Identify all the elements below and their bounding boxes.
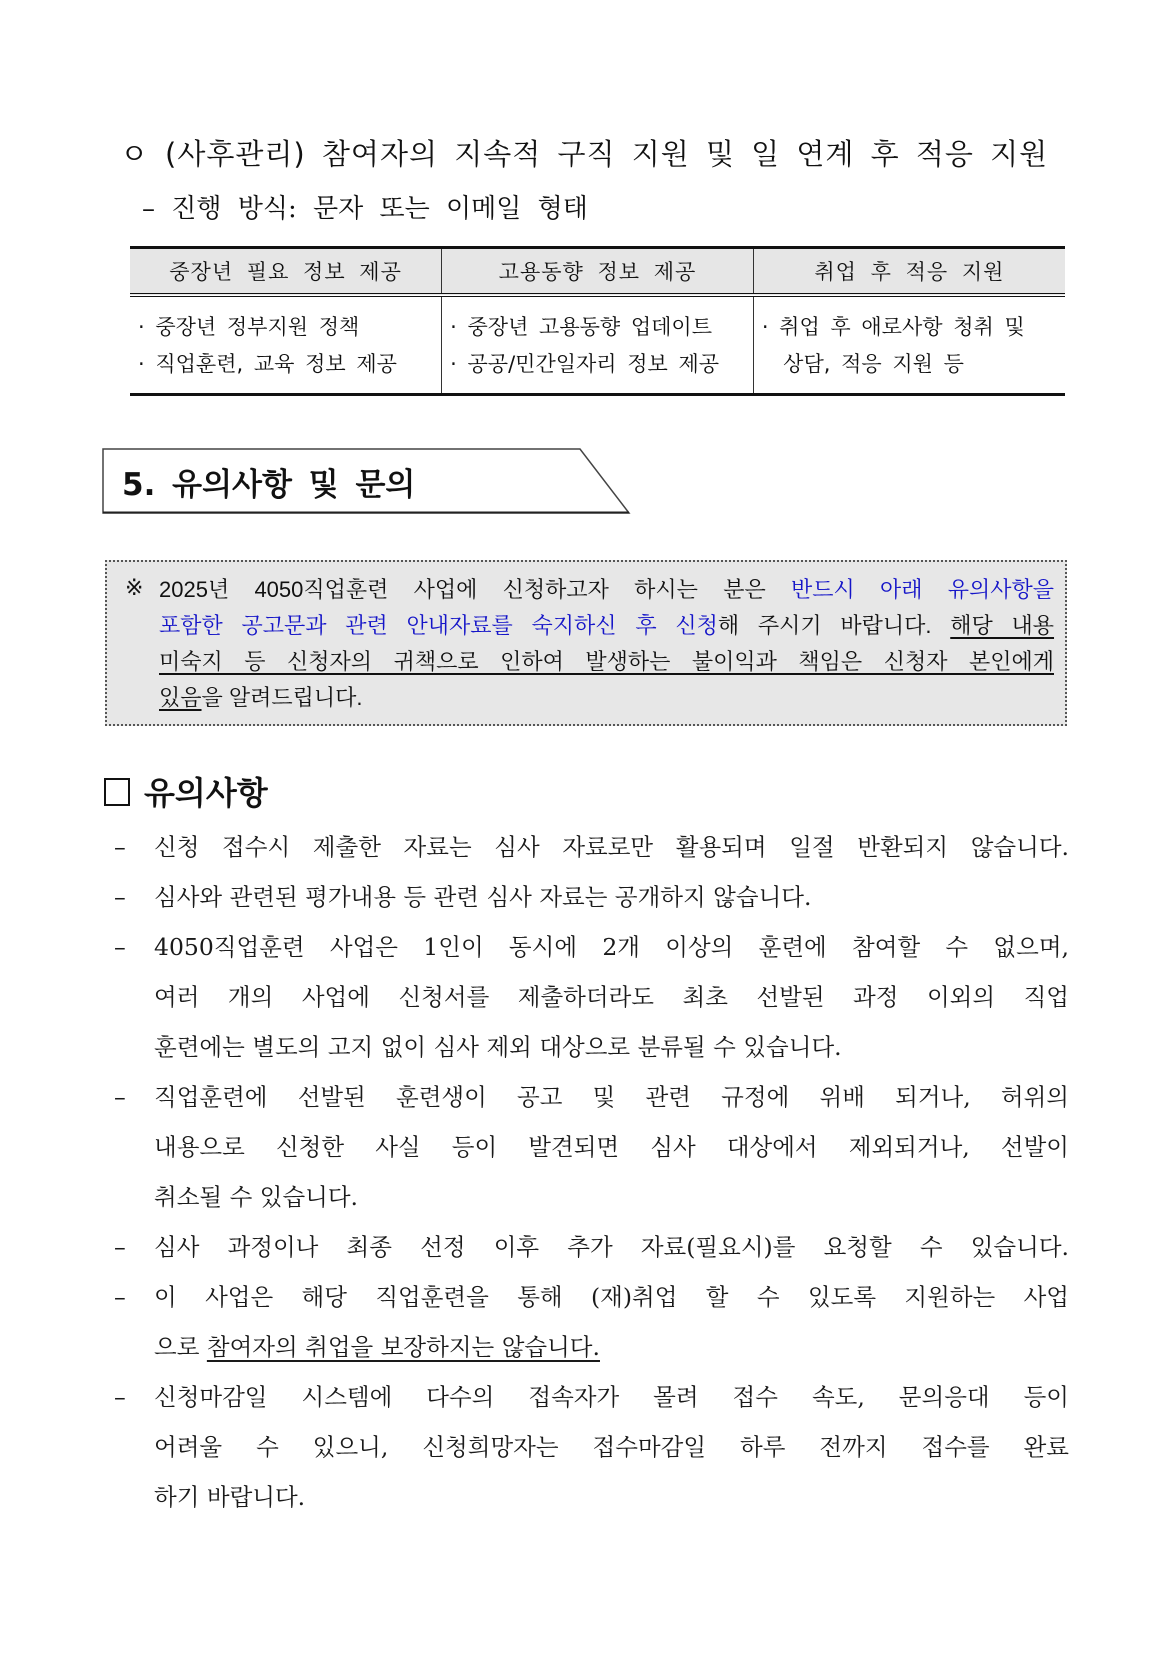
list-item: – 신청 접수시 제출한 자료는 심사 자료로만 활용되며 일절 반환되지 않습니다. <box>114 822 1074 872</box>
table-cell: · 중장년 정부지원 정책 · 직업훈련, 교육 정보 제공 <box>130 295 442 395</box>
notice-box <box>105 560 1067 726</box>
list-item: – 심사 과정이나 최종 선정 이후 추가 자료(필요시)를 요청할 수 있습니다. <box>114 1222 1074 1272</box>
cautions-title: 유의사항 <box>104 768 268 814</box>
circle-bullet-icon: ㅇ <box>120 137 150 171</box>
dash-bullet-icon: – <box>114 1383 126 1411</box>
dash-bullet-icon: – <box>114 1283 126 1311</box>
list-item: – 심사와 관련된 평가내용 등 관련 심사 자료는 공개하지 않습니다. <box>114 872 1074 922</box>
table-header: 취업 후 적응 지원 <box>753 248 1065 296</box>
dash-bullet-icon: – <box>114 1083 126 1111</box>
section-header <box>102 448 632 514</box>
section-title: 5. 유의사항 및 문의 <box>122 467 416 503</box>
table-header: 중장년 필요 정보 제공 <box>130 248 442 296</box>
reference-mark-icon: ※ <box>125 576 144 601</box>
notice-text: 2025년 4050직업훈련 사업에 신청하고자 하시는 분은 반드시 아래 유의사항을 포함한 공고문과 관련 안내자료를 숙지하신 후 신청해 주시기 바랍니다. 해당 내용 미숙지 등 신청자의 귀책으로 인하여 발생하는 불이익과 책임은 신청자 본인에게 있음을 알려드립니다. <box>159 577 1055 710</box>
list-item: – 4050직업훈련 사업은 1인이 동시에 2개 이상의 훈련에 참여할 수 없으며, 여러 개의 사업에 신청서를 제출하더라도 최초 선발된 과정 이외의 직업 훈련에는 별도의 고지 없이 심사 제외 대상으로 분류될 수 있습니다. <box>114 922 1074 1072</box>
list-item: – 신청마감일 시스템에 다수의 접속자가 몰려 접수 속도, 문의응대 등이 어려울 수 있으니, 신청희망자는 접수마감일 하루 전까지 접수를 완료 하기 바랍니다. <box>114 1372 1074 1522</box>
dash-bullet-icon: – <box>114 933 126 961</box>
list-item: – 직업훈련에 선발된 훈련생이 공고 및 관련 규정에 위배 되거나, 허위의 내용으로 신청한 사실 등이 발견되면 심사 대상에서 제외되거나, 선발이 취소될 수 있습니다. <box>114 1072 1074 1222</box>
after-care-heading-text: (사후관리) 참여자의 지속적 구직 지원 및 일 연계 후 적응 지원 <box>165 137 1049 171</box>
dash-bullet-icon: – <box>114 833 126 861</box>
cautions-list <box>114 822 1074 1522</box>
info-table <box>130 246 1065 396</box>
table-cell: · 중장년 고용동향 업데이트 · 공공/민간일자리 정보 제공 <box>442 295 754 395</box>
list-item: – 이 사업은 해당 직업훈련을 통해 (재)취업 할 수 있도록 지원하는 사업 으로 참여자의 취업을 보장하지는 않습니다. <box>114 1272 1074 1372</box>
after-care-heading <box>120 132 1048 173</box>
after-care-method: – 진행 방식: 문자 또는 이메일 형태 <box>142 194 588 224</box>
dash-bullet-icon: – <box>114 1233 126 1261</box>
dash-bullet-icon: – <box>114 883 126 911</box>
table-row <box>130 295 1065 395</box>
checkbox-square-icon <box>104 778 130 806</box>
employment-not-guaranteed-text: 참여자의 취업을 보장하지는 않습니다. <box>206 1333 600 1361</box>
table-cell: · 취업 후 애로사항 청취 및 상담, 적응 지원 등 <box>753 295 1065 395</box>
table-header: 고용동향 정보 제공 <box>442 248 754 296</box>
